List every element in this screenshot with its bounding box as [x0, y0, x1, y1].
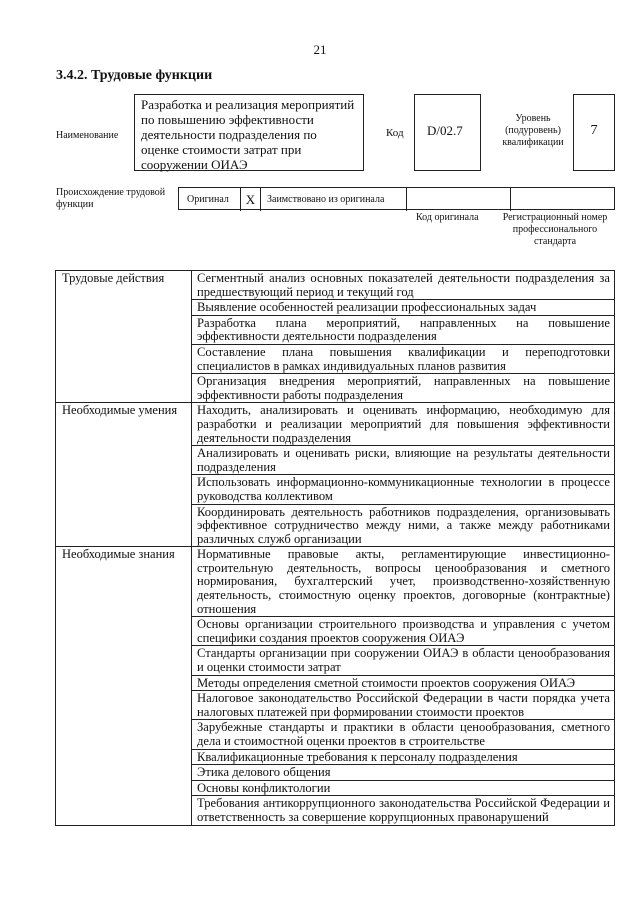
item-cell: Нормативные правовые акты, регламентирующие инвестиционно-строительную деятельность, вопросы ценообразования и сметного нормирования, бухгалтерский учет, производственно-хозяйственную деятельность, стоимостную оценку проектов, договорные (контрактные) отношения: [192, 547, 615, 617]
reg-number-label: Регистрационный номер профессионального стандарта: [502, 212, 608, 247]
code-label: Код: [386, 127, 404, 139]
item-cell: Зарубежные стандарты и практики в области ценообразования, сметного дела и стоимостной оценки проектов в строительстве: [192, 720, 615, 749]
item-cell: Использовать информационно-коммуникационные технологии в процессе руководства коллективом: [192, 475, 615, 504]
item-cell: Координировать деятельность работников подразделения, организовывать эффективное сотрудничество между ними, а также между работниками различных служб организации: [192, 504, 615, 547]
table-row: [56, 271, 615, 300]
item-cell: Сегментный анализ основных показателей деятельности подразделения за предшествующий период и текущий год: [192, 271, 615, 300]
origin-table: [178, 187, 615, 210]
item-cell: Основы организации строительного производства и управления с учетом специфики создания проектов сооружения ОИАЭ: [192, 617, 615, 646]
item-cell: Выявление особенностей реализации профессиональных задач: [192, 300, 615, 316]
item-cell: Требования антикоррупционного законодательства Российской Федерации и ответственность за совершение коррупционных правонарушений: [192, 796, 615, 825]
item-cell: Этика делового общения: [192, 765, 615, 781]
borrowed-label: Заимствовано из оригинала: [261, 188, 407, 211]
code-original-label: Код оригинала: [416, 212, 479, 223]
item-cell: Анализировать и оценивать риски, влияющие на результаты деятельности подразделения: [192, 446, 615, 475]
category-cell: Необходимые знания: [56, 547, 192, 825]
item-cell: Квалификационные требования к персоналу подразделения: [192, 749, 615, 765]
table-row: [56, 547, 615, 617]
name-label: Наименование: [56, 130, 119, 141]
item-cell: Методы определения сметной стоимости проектов сооружения ОИАЭ: [192, 675, 615, 691]
level-label: Уровень (подуровень) квалификации: [502, 113, 564, 148]
category-cell: Трудовые действия: [56, 271, 192, 403]
item-cell: Налоговое законодательство Российской Федерации в части порядка учета налоговых платежей при формировании стоимости проектов: [192, 691, 615, 720]
origin-label: Происхождение трудовой функции: [56, 187, 166, 210]
original-mark: X: [241, 188, 261, 211]
functions-table: [55, 270, 615, 826]
original-label: Оригинал: [179, 188, 241, 211]
qualification-level: 7: [573, 94, 615, 171]
item-cell: Находить, анализировать и оценивать информацию, необходимую для разработки и реализации мероприятий для повышения эффективности деятельности подразделения: [192, 403, 615, 446]
item-cell: Составление плана повышения квалификации и переподготовки специалистов в рамках индивидуальных планов развития: [192, 344, 615, 373]
item-cell: Организация внедрения мероприятий, направленных на повышение эффективности работы подразделения: [192, 374, 615, 403]
function-name: Разработка и реализация мероприятий по повышению эффективности деятельности подразделения по оценке стоимости затрат при сооружении ОИАЭ: [134, 94, 364, 171]
category-cell: Необходимые умения: [56, 403, 192, 547]
section-title: 3.4.2. Трудовые функции: [56, 68, 213, 83]
page-number: 21: [313, 42, 327, 57]
code-original-cell: [407, 188, 511, 211]
function-code: D/02.7: [414, 94, 481, 171]
item-cell: Основы конфликтологии: [192, 780, 615, 796]
item-cell: Разработка плана мероприятий, направленных на повышение эффективности деятельности подразделения: [192, 315, 615, 344]
item-cell: Стандарты организации при сооружении ОИАЭ в области ценообразования и оценки стоимости затрат: [192, 646, 615, 675]
table-row: [56, 403, 615, 446]
